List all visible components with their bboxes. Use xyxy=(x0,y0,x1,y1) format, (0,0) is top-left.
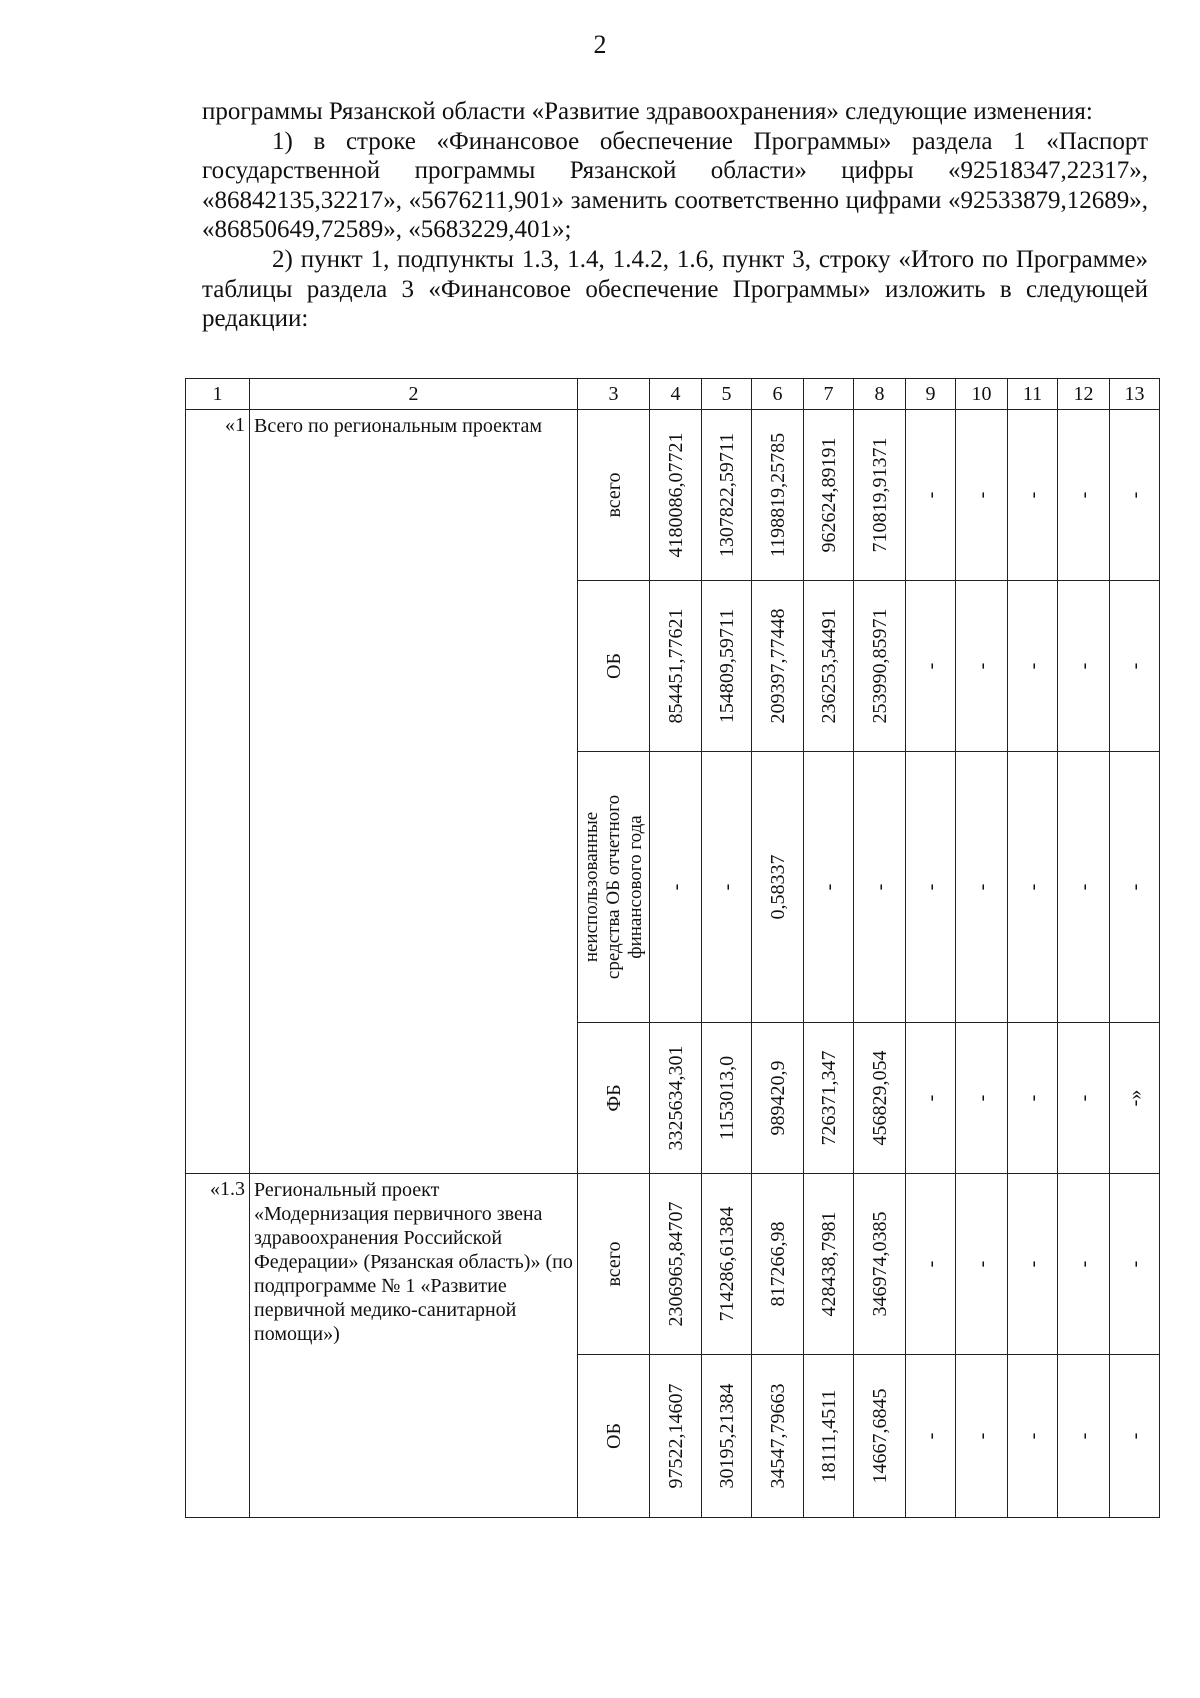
value-cell xyxy=(1110,1174,1160,1355)
value-cell xyxy=(956,1023,1008,1174)
value-cell xyxy=(854,1174,906,1355)
value-cell xyxy=(1110,410,1160,581)
col-header: 13 xyxy=(1110,379,1160,410)
value-text: - xyxy=(919,1260,942,1268)
value-text: 209397,77448 xyxy=(766,608,789,724)
value-cell xyxy=(1110,1355,1160,1518)
value-cell xyxy=(702,752,752,1023)
source-cell xyxy=(578,1174,650,1355)
col-header: 2 xyxy=(250,379,578,410)
value-cell xyxy=(804,410,854,581)
header-row xyxy=(186,379,1160,410)
value-text: - xyxy=(1021,1260,1044,1268)
value-cell xyxy=(854,410,906,581)
col-header: 10 xyxy=(956,379,1008,410)
value-cell xyxy=(702,1174,752,1355)
source-cell xyxy=(578,581,650,752)
source-label: всего xyxy=(602,472,625,518)
source-label: ФБ xyxy=(602,1084,625,1112)
value-text: - xyxy=(1072,662,1095,670)
value-cell xyxy=(702,1355,752,1518)
value-cell xyxy=(1058,410,1110,581)
source-cell xyxy=(578,1355,650,1518)
value-text: - xyxy=(1021,662,1044,670)
source-label: неиспользованные средства ОБ отчетного финансового года xyxy=(580,794,646,980)
value-text: 0,58337 xyxy=(766,854,789,920)
value-text: 30195,21384 xyxy=(715,1383,738,1489)
value-text: 714286,61384 xyxy=(715,1206,738,1322)
value-cell xyxy=(1008,1174,1058,1355)
value-cell xyxy=(1058,752,1110,1023)
value-text: 456829,054 xyxy=(868,1050,891,1146)
value-text: - xyxy=(919,491,942,499)
value-text: 97522,14607 xyxy=(664,1383,687,1489)
col-header: 4 xyxy=(650,379,702,410)
value-text: - xyxy=(970,491,993,499)
row-name: Региональный проект «Модернизация первичного звена здравоохранения Российской Федерации» (Рязанская область)» (по подпрограмме № 1 «Развитие первичной медико-санитарной помощи») xyxy=(250,1174,578,1518)
table-row xyxy=(186,410,1160,581)
value-text: 14667,6845 xyxy=(868,1388,891,1484)
value-text: - xyxy=(1123,1260,1146,1268)
col-header: 1 xyxy=(186,379,250,410)
value-text: - xyxy=(970,883,993,891)
value-text: - xyxy=(1072,491,1095,499)
value-text: - xyxy=(1072,1260,1095,1268)
row-number: «1.3 xyxy=(186,1174,250,1518)
value-cell xyxy=(854,752,906,1023)
value-text: - xyxy=(970,662,993,670)
value-cell xyxy=(1008,752,1058,1023)
value-text: 253990,85971 xyxy=(868,608,891,724)
col-header: 9 xyxy=(906,379,956,410)
value-cell xyxy=(752,1023,804,1174)
value-cell xyxy=(650,581,702,752)
row-name: Всего по региональным проектам xyxy=(250,410,578,1174)
value-text: 854451,77621 xyxy=(664,608,687,724)
value-text: 817266,98 xyxy=(766,1221,789,1307)
financing-table xyxy=(185,378,1160,1518)
value-text: 236253,54491 xyxy=(817,608,840,724)
value-text: - xyxy=(970,1094,993,1102)
value-cell xyxy=(1058,1023,1110,1174)
value-cell xyxy=(1058,1355,1110,1518)
value-cell xyxy=(906,1174,956,1355)
value-cell xyxy=(956,581,1008,752)
value-text: - xyxy=(1123,491,1146,499)
value-text: - xyxy=(1123,883,1146,891)
value-text: 154809,59711 xyxy=(715,608,738,724)
value-cell xyxy=(956,752,1008,1023)
value-text: - xyxy=(919,662,942,670)
value-cell xyxy=(906,581,956,752)
value-cell xyxy=(804,1023,854,1174)
value-text: 1198819,25785 xyxy=(766,432,789,558)
value-cell xyxy=(906,752,956,1023)
value-text: 989420,9 xyxy=(766,1060,789,1136)
value-text: - xyxy=(817,883,840,891)
value-text: - xyxy=(1021,1094,1044,1102)
value-cell xyxy=(650,1174,702,1355)
value-text: - xyxy=(1072,883,1095,891)
col-header: 12 xyxy=(1058,379,1110,410)
value-text: - xyxy=(1072,1094,1095,1102)
value-text: - xyxy=(1072,1432,1095,1440)
value-text: 710819,91371 xyxy=(868,437,891,553)
value-cell xyxy=(650,1023,702,1174)
col-header: 8 xyxy=(854,379,906,410)
value-cell xyxy=(650,752,702,1023)
row-number: «1 xyxy=(186,410,250,1174)
source-cell xyxy=(578,752,650,1023)
value-text: - xyxy=(970,1260,993,1268)
value-cell xyxy=(1008,410,1058,581)
source-label: ОБ xyxy=(602,653,625,679)
table-row xyxy=(186,1174,1160,1355)
value-text: - xyxy=(919,883,942,891)
value-text: - xyxy=(1021,491,1044,499)
value-text: 34547,79663 xyxy=(766,1383,789,1489)
value-cell xyxy=(1058,581,1110,752)
value-cell xyxy=(752,1355,804,1518)
col-header: 6 xyxy=(752,379,804,410)
value-cell xyxy=(906,1355,956,1518)
value-text: - xyxy=(664,883,687,891)
value-cell xyxy=(956,1174,1008,1355)
value-cell xyxy=(752,1174,804,1355)
value-cell xyxy=(752,581,804,752)
value-text: - xyxy=(868,883,891,891)
value-text: 428438,7981 xyxy=(817,1211,840,1317)
source-cell xyxy=(578,410,650,581)
value-text: - xyxy=(1021,883,1044,891)
value-text: - xyxy=(970,1432,993,1440)
value-cell xyxy=(804,581,854,752)
value-cell xyxy=(854,1023,906,1174)
value-cell xyxy=(650,410,702,581)
value-text: - xyxy=(1123,1432,1146,1440)
value-text: 1307822,59711 xyxy=(715,432,738,558)
paragraph-item-2: 2) пункт 1, подпункты 1.3, 1.4, 1.4.2, 1.6, пункт 3, строку «Итого по Программе» таблицы раздела 3 «Финансовое обеспечение Программы» изложить в следующей редакции: xyxy=(202,245,1148,333)
value-cell xyxy=(1110,1023,1160,1174)
value-cell xyxy=(906,1023,956,1174)
value-text: - xyxy=(919,1432,942,1440)
paragraph-item-1: 1) в строке «Финансовое обеспечение Программы» раздела 1 «Паспорт государственной программы Рязанской области» цифры «92518347,22317», «86842135,32217», «5676211,901» заменить соответственно цифрами «92533879,12689», «86850649,72589», «5683229,401»; xyxy=(202,127,1148,244)
col-header: 3 xyxy=(578,379,650,410)
value-text: - xyxy=(715,883,738,891)
value-text: - xyxy=(919,1094,942,1102)
page-number: 2 xyxy=(593,30,607,59)
value-cell xyxy=(1008,581,1058,752)
value-cell xyxy=(956,1355,1008,1518)
value-cell xyxy=(854,581,906,752)
value-cell xyxy=(702,1023,752,1174)
value-cell xyxy=(804,1355,854,1518)
value-cell xyxy=(702,410,752,581)
value-text: - xyxy=(1123,662,1146,670)
value-text: 1153013,0 xyxy=(715,1055,738,1141)
value-text: 18111,4511 xyxy=(817,1389,840,1483)
value-cell xyxy=(702,581,752,752)
value-text: 4180086,07721 xyxy=(664,432,687,558)
value-cell xyxy=(1058,1174,1110,1355)
value-cell xyxy=(650,1355,702,1518)
value-text: 346974,0385 xyxy=(868,1211,891,1317)
value-cell xyxy=(1110,752,1160,1023)
value-cell xyxy=(804,1174,854,1355)
value-cell xyxy=(1008,1355,1058,1518)
value-text: 726371,347 xyxy=(817,1050,840,1146)
source-label: ОБ xyxy=(602,1423,625,1449)
body-text xyxy=(202,97,1148,334)
value-cell xyxy=(854,1355,906,1518)
source-cell xyxy=(578,1023,650,1174)
paragraph-intro: программы Рязанской области «Развитие здравоохранения» следующие изменения: xyxy=(202,98,1093,125)
value-text: 3325634,301 xyxy=(664,1045,687,1151)
value-text: - xyxy=(1021,1432,1044,1440)
value-cell xyxy=(752,410,804,581)
value-text: 2306965,84707 xyxy=(664,1201,687,1327)
value-cell xyxy=(804,752,854,1023)
source-label: всего xyxy=(602,1241,625,1287)
value-cell xyxy=(1110,581,1160,752)
value-cell xyxy=(752,752,804,1023)
value-text: -» xyxy=(1123,1089,1146,1107)
value-cell xyxy=(956,410,1008,581)
value-text: 962624,89191 xyxy=(817,437,840,553)
col-header: 5 xyxy=(702,379,752,410)
col-header: 11 xyxy=(1008,379,1058,410)
value-cell xyxy=(906,410,956,581)
value-cell xyxy=(1008,1023,1058,1174)
col-header: 7 xyxy=(804,379,854,410)
